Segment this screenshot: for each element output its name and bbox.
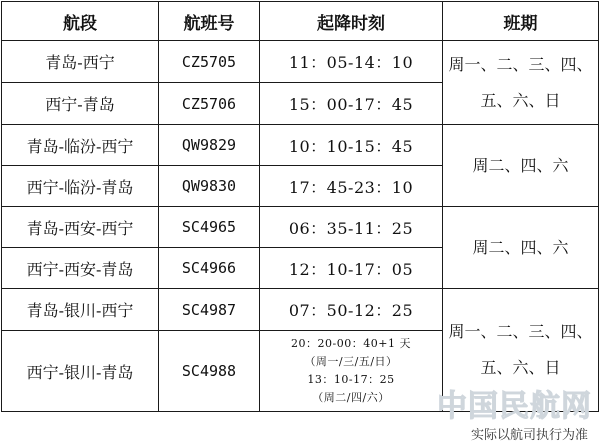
header-time: 起降时刻 (260, 2, 443, 41)
header-flight: 航班号 (159, 2, 260, 41)
flight-cell: QW9830 (159, 166, 260, 207)
time-cell: 17：45-23：10 (260, 166, 443, 207)
route-cell: 青岛-临汾-西宁 (2, 125, 159, 166)
header-row (2, 2, 599, 41)
flight-cell: CZ5706 (159, 83, 260, 125)
time-cell: 12：10-17：05 (260, 248, 443, 289)
schedule-line: 周一、二、三、四、 (448, 322, 593, 341)
time-cell: 06：35-11：25 (260, 207, 443, 248)
table-row (2, 207, 599, 248)
route-cell: 西宁-银川-青岛 (2, 331, 159, 412)
flight-cell: SC4966 (159, 248, 260, 289)
time-cell: 11：05-14：10 (260, 41, 443, 83)
route-cell: 西宁-青岛 (2, 83, 159, 125)
route-cell: 青岛-西安-西宁 (2, 207, 159, 248)
schedule-line: 周一、二、三、四、 (448, 54, 593, 74)
flight-schedule-table (1, 1, 599, 412)
time-cell-multi (260, 331, 443, 412)
table-row (2, 41, 599, 83)
table-row (2, 125, 599, 166)
time-line: 20：20-00：40+1 天 (291, 337, 411, 350)
time-line: （周二/四/六） (312, 391, 390, 404)
route-cell: 西宁-临汾-青岛 (2, 166, 159, 207)
schedule-line: 五、六、日 (480, 358, 561, 377)
schedule-cell: 周二、四、六 (443, 207, 599, 289)
flight-cell: SC4987 (159, 289, 260, 331)
flight-cell: CZ5705 (159, 41, 260, 83)
time-cell: 10：10-15：45 (260, 125, 443, 166)
route-cell: 青岛-银川-西宁 (2, 289, 159, 331)
time-cell: 07：50-12：25 (260, 289, 443, 331)
time-line: （周一/三/五/日） (304, 355, 398, 368)
header-route: 航段 (2, 2, 159, 41)
flight-cell: SC4988 (159, 331, 260, 412)
watermark-logo: 中国民航网 (437, 389, 592, 424)
schedule-cell: 周二、四、六 (443, 125, 599, 207)
flight-cell: SC4965 (159, 207, 260, 248)
route-cell: 西宁-西安-青岛 (2, 248, 159, 289)
table-row (2, 289, 599, 331)
flight-cell: QW9829 (159, 125, 260, 166)
schedule-line: 五、六、日 (480, 90, 561, 110)
schedule-cell (443, 41, 599, 125)
time-cell: 15：00-17：45 (260, 83, 443, 125)
time-line: 13：10-17：25 (307, 373, 395, 386)
route-cell: 青岛-西宁 (2, 41, 159, 83)
footnote: 实际以航司执行为准 (470, 428, 588, 443)
header-schedule: 班期 (443, 2, 599, 41)
